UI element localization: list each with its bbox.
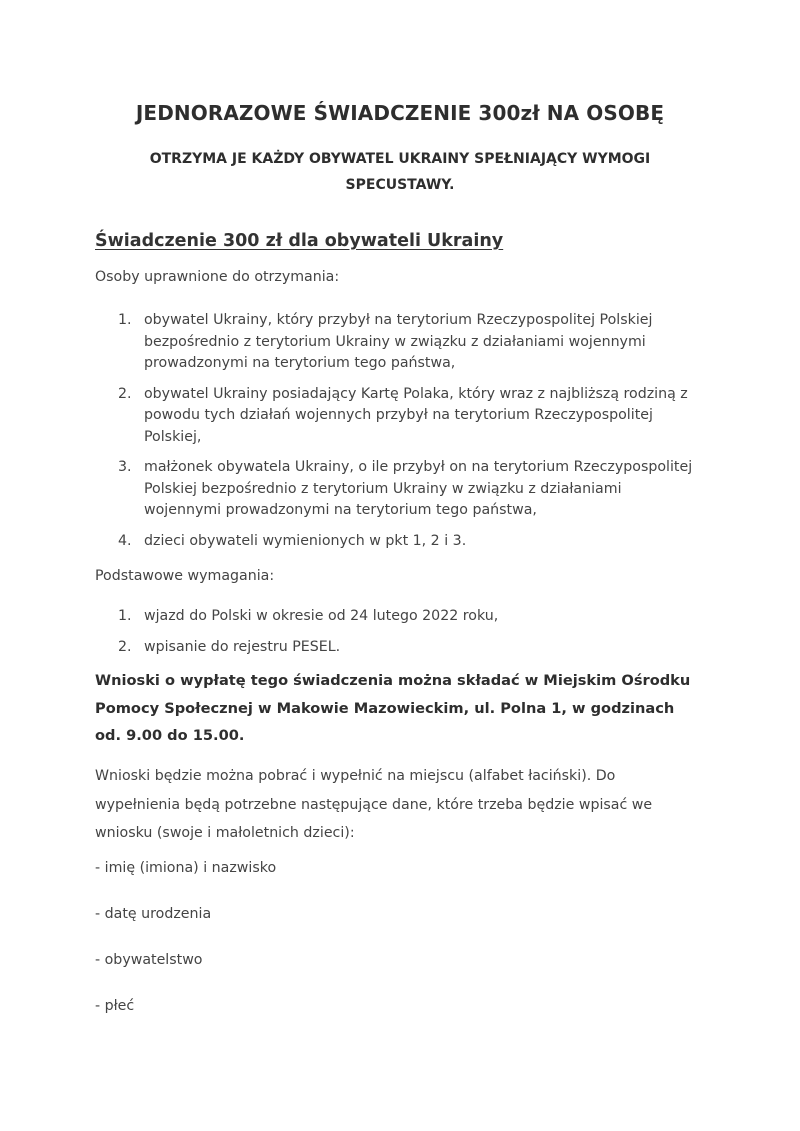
list-item — [95, 384, 695, 449]
list-item — [95, 531, 695, 553]
eligible-intro: Osoby uprawnione do otrzymania: — [95, 269, 340, 285]
section-heading: Świadczenie 300 zł dla obywateli Ukrainy — [95, 231, 504, 251]
list-item-number: 2. — [118, 638, 132, 655]
application-info: Wnioski o wypłatę tego świadczenia można składać w Miejskim Ośrodku Pomocy Społecznej w Makowie Mazowieckim, ul. Polna 1, w godzinach od. 9.00 do 15.00. — [95, 672, 691, 744]
list-item-text: dzieci obywateli wymienionych w pkt 1, 2 i 3. — [144, 532, 467, 549]
required-data-item: - obywatelstwo — [95, 952, 203, 968]
list-item — [95, 457, 695, 522]
list-item-number: 1. — [118, 608, 132, 624]
required-data-item: - płeć — [95, 998, 135, 1014]
list-item — [95, 606, 695, 628]
list-item-number: 1. — [118, 312, 132, 328]
form-info: Wnioski będzie można pobrać i wypełnić na miejscu (alfabet łaciński). Do wypełnienia będą potrzebne następujące dane, które trzeba będzie wpisać we wniosku (swoje i małoletnich dzieci): — [95, 768, 653, 841]
list-item — [95, 637, 695, 659]
required-data-item: - imię (imiona) i nazwisko — [95, 860, 277, 876]
list-item-text: wpisanie do rejestru PESEL. — [144, 638, 341, 655]
list-item-text: wjazd do Polski w okresie od 24 lutego 2022 roku, — [144, 608, 499, 624]
requirements-intro: Podstawowe wymagania: — [95, 568, 275, 584]
list-item-text: małżonek obywatela Ukrainy, o ile przybył on na terytorium Rzeczypospolitej Polskiej bezpośrednio z terytorium Ukrainy w związku z działaniami wojennymi prowadzonymi na terytorium tego państwa, — [144, 459, 693, 518]
document-title: JEDNORAZOWE ŚWIADCZENIE 300zł NA OSOBĘ — [135, 101, 665, 125]
list-item — [95, 310, 695, 375]
document-subtitle: OTRZYMA JE KAŻDY OBYWATEL UKRAINY SPEŁNIAJĄCY WYMOGI SPECUSTAWY. — [149, 151, 651, 193]
eligible-list — [95, 310, 695, 561]
list-item-text: obywatel Ukrainy posiadający Kartę Polaka, który wraz z najbliższą rodziną z powodu tych działań wojennych przybył na terytorium Rzeczypospolitej Polskiej, — [144, 385, 688, 445]
list-item-number: 4. — [118, 532, 132, 549]
requirements-list — [95, 606, 695, 667]
required-data-item: - datę urodzenia — [95, 906, 212, 922]
list-item-number: 2. — [118, 385, 132, 402]
list-item-number: 3. — [118, 459, 132, 475]
list-item-text: obywatel Ukrainy, który przybył na terytorium Rzeczypospolitej Polskiej bezpośrednio z terytorium Ukrainy w związku z działaniami wojennymi prowadzonymi na terytorium tego państwa, — [144, 312, 653, 371]
